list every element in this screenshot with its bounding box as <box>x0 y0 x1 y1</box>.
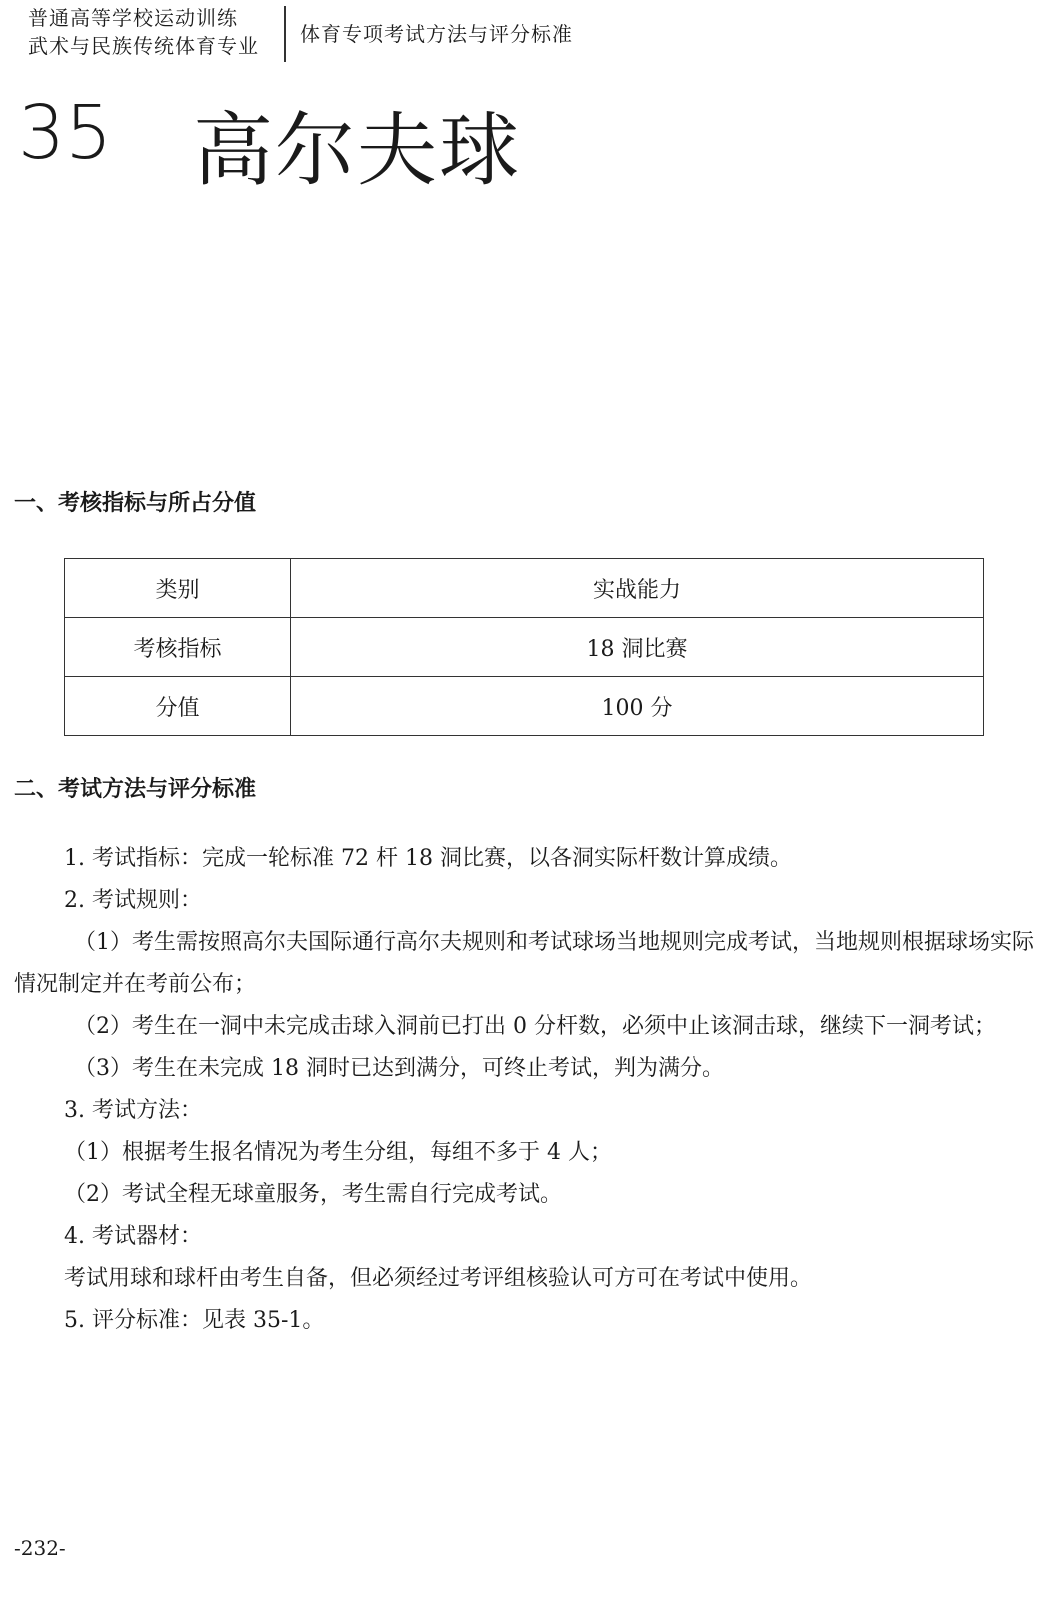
table-cell-value: 100 分 <box>291 677 984 736</box>
header-left-line1: 普通高等学校运动训练 <box>28 6 238 30</box>
header-left <box>28 4 278 60</box>
section-heading-2: 二、考试方法与评分标准 <box>14 777 257 802</box>
paragraph-scoring: 5. 评分标准：见表 35-1。 <box>64 1308 325 1333</box>
paragraph-exam-indicator: 1. 考试指标：完成一轮标准 72 杆 18 洞比赛，以各洞实际杆数计算成绩。 <box>64 846 792 871</box>
header-right: 体育专项考试方法与评分标准 <box>300 22 573 46</box>
chapter-title: 高尔夫球 <box>193 104 521 197</box>
paragraph-equipment-heading: 4. 考试器材： <box>64 1224 202 1249</box>
header-left-line2: 武术与民族传统体育专业 <box>28 34 259 58</box>
table-row <box>65 559 984 618</box>
paragraph-rule-2: （2）考生在一洞中未完成击球入洞前已打出 0 分杆数，必须中止该洞击球，继续下一洞考试； <box>74 1014 996 1039</box>
metrics-table <box>64 558 984 736</box>
table-cell-label: 考核指标 <box>65 618 291 677</box>
paragraph-rule-1: （1）考生需按照高尔夫国际通行高尔夫规则和考试球场当地规则完成考试，当地规则根据球场实际情况制定并在考前公布； <box>14 930 1035 997</box>
chapter-number: 35 <box>18 90 113 176</box>
table-cell-value: 实战能力 <box>291 559 984 618</box>
paragraph-method-2: （2）考试全程无球童服务，考生需自行完成考试。 <box>64 1182 562 1207</box>
section-heading-1: 一、考核指标与所占分值 <box>14 491 257 516</box>
table-cell-label: 分值 <box>65 677 291 736</box>
exam-method-body <box>14 838 1044 1342</box>
paragraph-equipment: 考试用球和球杆由考生自备，但必须经过考评组核验认可方可在考试中使用。 <box>64 1266 813 1291</box>
table-cell-value: 18 洞比赛 <box>291 618 984 677</box>
paragraph-rule-3: （3）考生在未完成 18 洞时已达到满分，可终止考试，判为满分。 <box>74 1056 724 1081</box>
paragraph-method-1: （1）根据考生报名情况为考生分组，每组不多于 4 人； <box>64 1140 612 1165</box>
paragraph-exam-method-heading: 3. 考试方法： <box>64 1098 202 1123</box>
page-number: -232- <box>14 1536 66 1560</box>
table-cell-label: 类别 <box>65 559 291 618</box>
table-row <box>65 677 984 736</box>
table-row <box>65 618 984 677</box>
paragraph-exam-rules-heading: 2. 考试规则： <box>64 888 202 913</box>
header-divider <box>284 6 286 62</box>
